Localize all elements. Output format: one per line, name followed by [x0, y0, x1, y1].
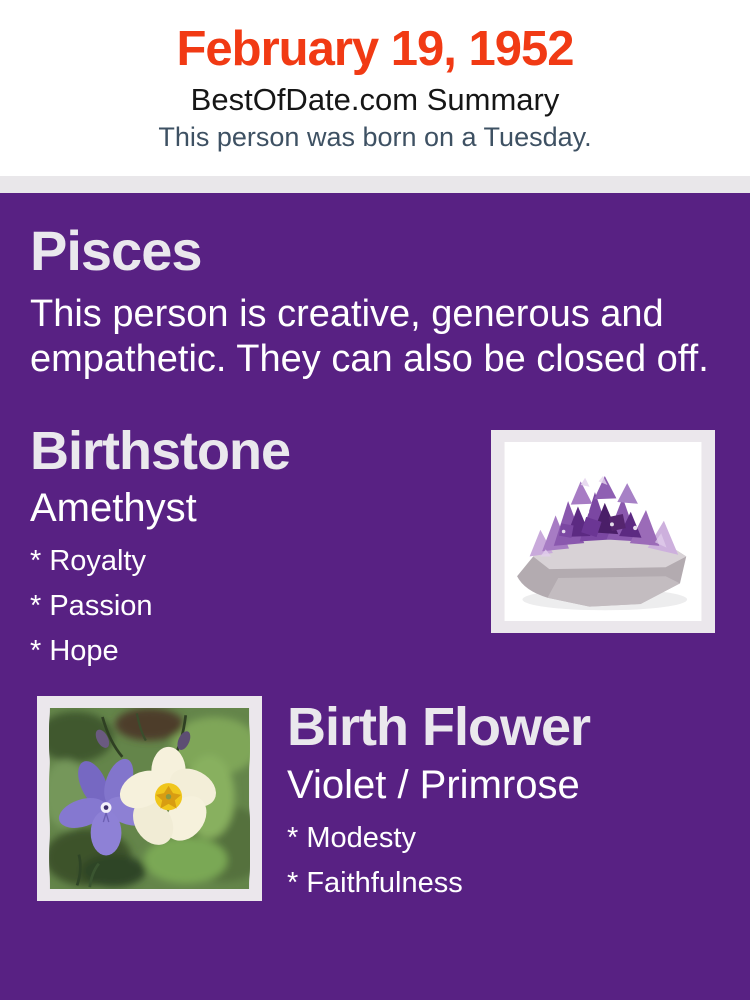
- zodiac-section: [30, 217, 720, 382]
- birth-flower-trait: * Modesty: [287, 821, 416, 854]
- birth-flower-trait: * Faithfulness: [287, 866, 463, 899]
- birth-flower-heading: Birth Flower: [287, 697, 591, 758]
- amethyst-crystal-illustration: [503, 442, 703, 621]
- main-content: [0, 193, 750, 1000]
- birthstone-section: [30, 422, 720, 666]
- date-title: February 19, 1952: [176, 22, 574, 76]
- violet-primrose-illustration: [49, 708, 250, 889]
- birth-flower-traits: [287, 821, 720, 899]
- birthstone-traits: [30, 547, 491, 666]
- zodiac-description: This person is creative, generous and empathetic. They can also be closed off.: [30, 293, 709, 381]
- zodiac-sign-heading: Pisces: [30, 219, 202, 282]
- site-summary: BestOfDate.com Summary: [190, 82, 560, 118]
- flower-photo: [37, 696, 262, 901]
- birthstone-trait: * Hope: [30, 635, 119, 668]
- birthstone-trait: * Passion: [30, 590, 153, 623]
- divider-bar: [0, 176, 750, 193]
- birthstone-heading: Birthstone: [30, 420, 290, 481]
- amethyst-photo: [491, 430, 715, 633]
- birthstone-trait: * Royalty: [30, 545, 147, 578]
- birth-flower-name: Violet / Primrose: [287, 762, 580, 807]
- birth-flower-text: [262, 696, 720, 897]
- weekday-line: This person was born on a Tuesday.: [158, 122, 592, 153]
- birthstone-name: Amethyst: [30, 486, 197, 531]
- birthstone-text: [30, 422, 491, 666]
- header: [0, 0, 750, 176]
- birth-flower-section: [30, 696, 720, 901]
